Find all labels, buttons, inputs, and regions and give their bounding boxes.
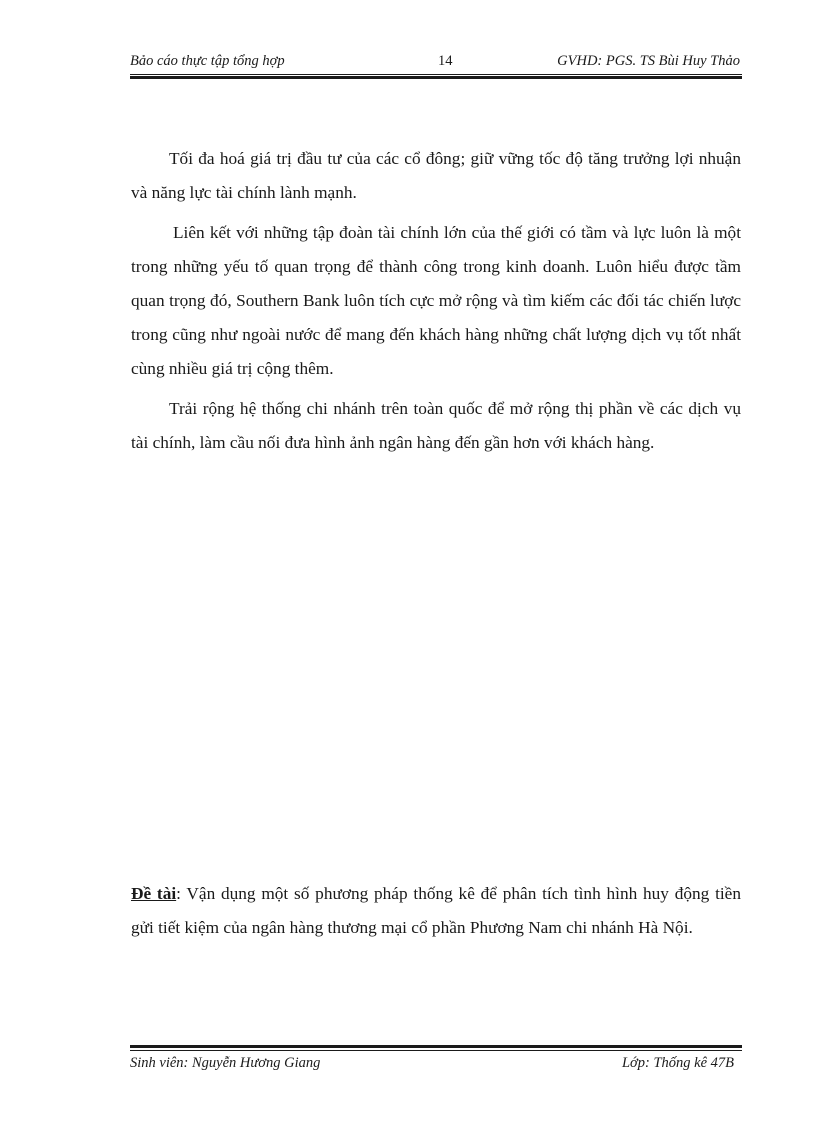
class-name: Lớp: Thống kê 47B <box>621 1055 734 1071</box>
page-header <box>130 53 742 71</box>
footer-rule-thin <box>130 1050 742 1051</box>
body-paragraph-1: Tối đa hoá giá trị đầu tư của các cổ đông; giữ vững tốc độ tăng trưởng lợi nhuận và năng lực tài chính lành mạnh. <box>131 149 741 202</box>
topic-label: Đề tài <box>131 884 177 903</box>
topic-text: Vận dụng một số phương pháp thống kê để phân tích tình hình huy động tiền gửi tiết kiệm của ngân hàng thương mại cổ phần Phương Nam chi nhánh Hà Nội. <box>131 884 741 937</box>
page-number: 14 <box>438 53 453 69</box>
page-footer <box>130 1055 742 1073</box>
header-rule-thick <box>130 76 742 79</box>
report-title: Bảo cáo thực tập tổng hợp <box>130 53 285 69</box>
body-paragraph-2: Liên kết với những tập đoàn tài chính lớn của thế giới có tầm và lực luôn là một trong những yếu tố quan trọng để thành công trong kinh doanh. Luôn hiểu được tầm quan trọng đó, Southern Bank luôn tích cực mở rộng và tìm kiếm các đối tác chiến lược trong cũng như ngoài nước để mang đến khách hàng những chất lượng dịch vụ tốt nhất cùng nhiều giá trị cộng thêm. <box>131 223 741 378</box>
topic-separator: : <box>176 884 187 903</box>
student-name: Sinh viên: Nguyễn Hương Giang <box>130 1055 321 1071</box>
footer-rule-thick <box>130 1045 742 1048</box>
header-rule-thin <box>130 74 742 75</box>
topic-statement <box>131 877 741 945</box>
supervisor-name: GVHD: PGS. TS Bùi Huy Thảo <box>557 53 740 69</box>
body-paragraph-3: Trải rộng hệ thống chi nhánh trên toàn quốc để mở rộng thị phần về các dịch vụ tài chính, làm cầu nối đưa hình ảnh ngân hàng đến gần hơn với khách hàng. <box>131 399 741 452</box>
